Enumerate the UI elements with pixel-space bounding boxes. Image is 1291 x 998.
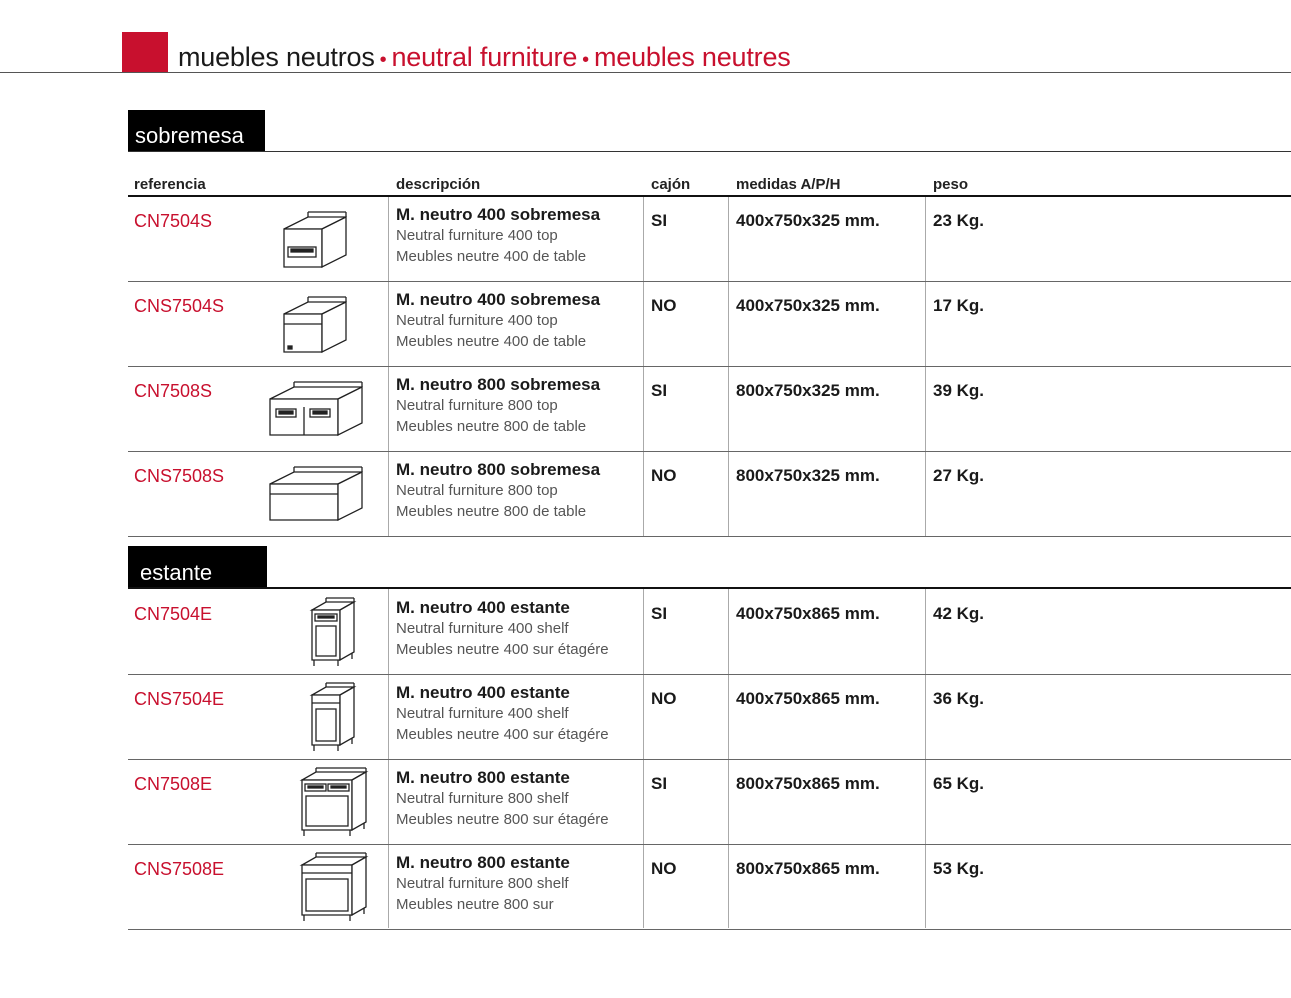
- row-divider: [128, 536, 1291, 537]
- desc-french: Meubles neutre 400 sur étagére: [396, 641, 609, 658]
- desc-french: Meubles neutre 800 de table: [396, 503, 587, 520]
- row-divider: [128, 759, 1291, 760]
- table-row: [0, 456, 1291, 541]
- row-reference: CNS7508E: [134, 859, 225, 879]
- section-rule: [128, 587, 1291, 589]
- desc-spanish: M. neutro 400 sobremesa: [396, 290, 601, 309]
- section-tab-sobremesa: [128, 110, 265, 151]
- row-description: [396, 459, 600, 522]
- title-spanish: muebles neutros: [178, 42, 375, 72]
- table-row: [0, 594, 1291, 679]
- row-drawer: NO: [651, 859, 677, 878]
- shelf-400-icon: [300, 681, 360, 753]
- row-reference: CNS7508S: [134, 466, 225, 486]
- table-row: [0, 371, 1291, 456]
- section-rule: [128, 151, 1291, 152]
- row-divider: [128, 366, 1291, 367]
- desc-english: Neutral furniture 800 shelf: [396, 875, 569, 892]
- table-row: [0, 679, 1291, 764]
- row-dimensions: 400x750x865 mm.: [736, 604, 880, 623]
- row-weight: 36 Kg.: [933, 689, 985, 708]
- title-french: meubles neutres: [593, 42, 791, 72]
- shelf-400-drawer-icon: [300, 596, 360, 668]
- row-dimensions: 800x750x865 mm.: [736, 859, 880, 878]
- row-divider: [128, 451, 1291, 452]
- shelf-800-icon: [296, 851, 372, 923]
- col-header-peso: peso: [933, 176, 969, 193]
- row-description: [396, 374, 600, 437]
- countertop-400-drawer-icon: [278, 203, 350, 269]
- desc-english: Neutral furniture 800 top: [396, 397, 558, 414]
- header-rule: [128, 195, 1291, 197]
- row-dimensions: 800x750x325 mm.: [736, 466, 880, 485]
- row-divider: [128, 844, 1291, 845]
- row-divider: [128, 929, 1291, 930]
- row-description: [396, 852, 570, 915]
- row-description: [396, 767, 609, 830]
- col-header-descripcion: descripción: [396, 176, 481, 193]
- desc-spanish: M. neutro 800 estante: [396, 768, 570, 787]
- desc-spanish: M. neutro 400 sobremesa: [396, 205, 601, 224]
- title-bullet-2: •: [582, 49, 589, 71]
- row-drawer: SI: [651, 381, 668, 400]
- section-title: sobremesa: [135, 123, 244, 148]
- shelf-800-drawers-icon: [296, 766, 372, 838]
- row-reference: CNS7504S: [134, 296, 225, 316]
- row-drawer: SI: [651, 604, 668, 623]
- row-dimensions: 400x750x865 mm.: [736, 689, 880, 708]
- row-weight: 27 Kg.: [933, 466, 985, 485]
- countertop-800-icon: [266, 458, 366, 524]
- brand-red-block: [122, 32, 168, 72]
- section-tab-estante: [128, 546, 267, 588]
- table-row: [0, 286, 1291, 371]
- desc-spanish: M. neutro 800 estante: [396, 853, 570, 872]
- table-row: [0, 764, 1291, 849]
- desc-french: Meubles neutre 400 sur étagére: [396, 726, 609, 743]
- row-drawer: SI: [651, 211, 668, 230]
- title-bullet-1: •: [379, 49, 387, 71]
- section-title: estante: [140, 560, 213, 585]
- table-row: [0, 201, 1291, 286]
- col-header-cajon: cajón: [651, 176, 691, 193]
- row-weight: 65 Kg.: [933, 774, 985, 793]
- desc-spanish: M. neutro 400 estante: [396, 598, 570, 617]
- desc-french: Meubles neutre 800 sur étagére: [396, 811, 609, 828]
- title-english: neutral furniture: [391, 42, 578, 72]
- row-weight: 42 Kg.: [933, 604, 985, 623]
- desc-french: Meubles neutre 800 sur: [396, 896, 554, 913]
- row-description: [396, 289, 600, 352]
- row-weight: 39 Kg.: [933, 381, 985, 400]
- row-dimensions: 800x750x865 mm.: [736, 774, 880, 793]
- header-divider: [0, 72, 1291, 73]
- desc-english: Neutral furniture 400 top: [396, 227, 558, 244]
- desc-english: Neutral furniture 400 shelf: [396, 705, 569, 722]
- row-reference: CN7508S: [134, 381, 213, 401]
- row-description: [396, 597, 609, 660]
- row-weight: 23 Kg.: [933, 211, 985, 230]
- desc-french: Meubles neutre 800 de table: [396, 418, 587, 435]
- desc-spanish: M. neutro 400 estante: [396, 683, 570, 702]
- row-reference: CN7508E: [134, 774, 213, 794]
- row-weight: 53 Kg.: [933, 859, 985, 878]
- countertop-400-icon: [278, 288, 350, 354]
- desc-english: Neutral furniture 400 top: [396, 312, 558, 329]
- desc-spanish: M. neutro 800 sobremesa: [396, 460, 601, 479]
- row-dimensions: 800x750x325 mm.: [736, 381, 880, 400]
- desc-english: Neutral furniture 400 shelf: [396, 620, 569, 637]
- table-row: [0, 849, 1291, 934]
- desc-english: Neutral furniture 800 top: [396, 482, 558, 499]
- row-dimensions: 400x750x325 mm.: [736, 211, 880, 230]
- row-description: [396, 682, 609, 745]
- row-weight: 17 Kg.: [933, 296, 985, 315]
- row-reference: CN7504S: [134, 211, 213, 231]
- desc-french: Meubles neutre 400 de table: [396, 333, 587, 350]
- row-drawer: NO: [651, 689, 677, 708]
- row-drawer: SI: [651, 774, 668, 793]
- row-divider: [128, 674, 1291, 675]
- desc-french: Meubles neutre 400 de table: [396, 248, 587, 265]
- row-dimensions: 400x750x325 mm.: [736, 296, 880, 315]
- countertop-800-drawers-icon: [266, 373, 366, 439]
- row-description: [396, 204, 600, 267]
- row-reference: CN7504E: [134, 604, 213, 624]
- desc-spanish: M. neutro 800 sobremesa: [396, 375, 601, 394]
- row-divider: [128, 281, 1291, 282]
- col-header-referencia: referencia: [134, 176, 206, 193]
- row-drawer: NO: [651, 296, 677, 315]
- col-header-medidas: medidas A/P/H: [736, 176, 841, 193]
- row-reference: CNS7504E: [134, 689, 225, 709]
- row-drawer: NO: [651, 466, 677, 485]
- desc-english: Neutral furniture 800 shelf: [396, 790, 569, 807]
